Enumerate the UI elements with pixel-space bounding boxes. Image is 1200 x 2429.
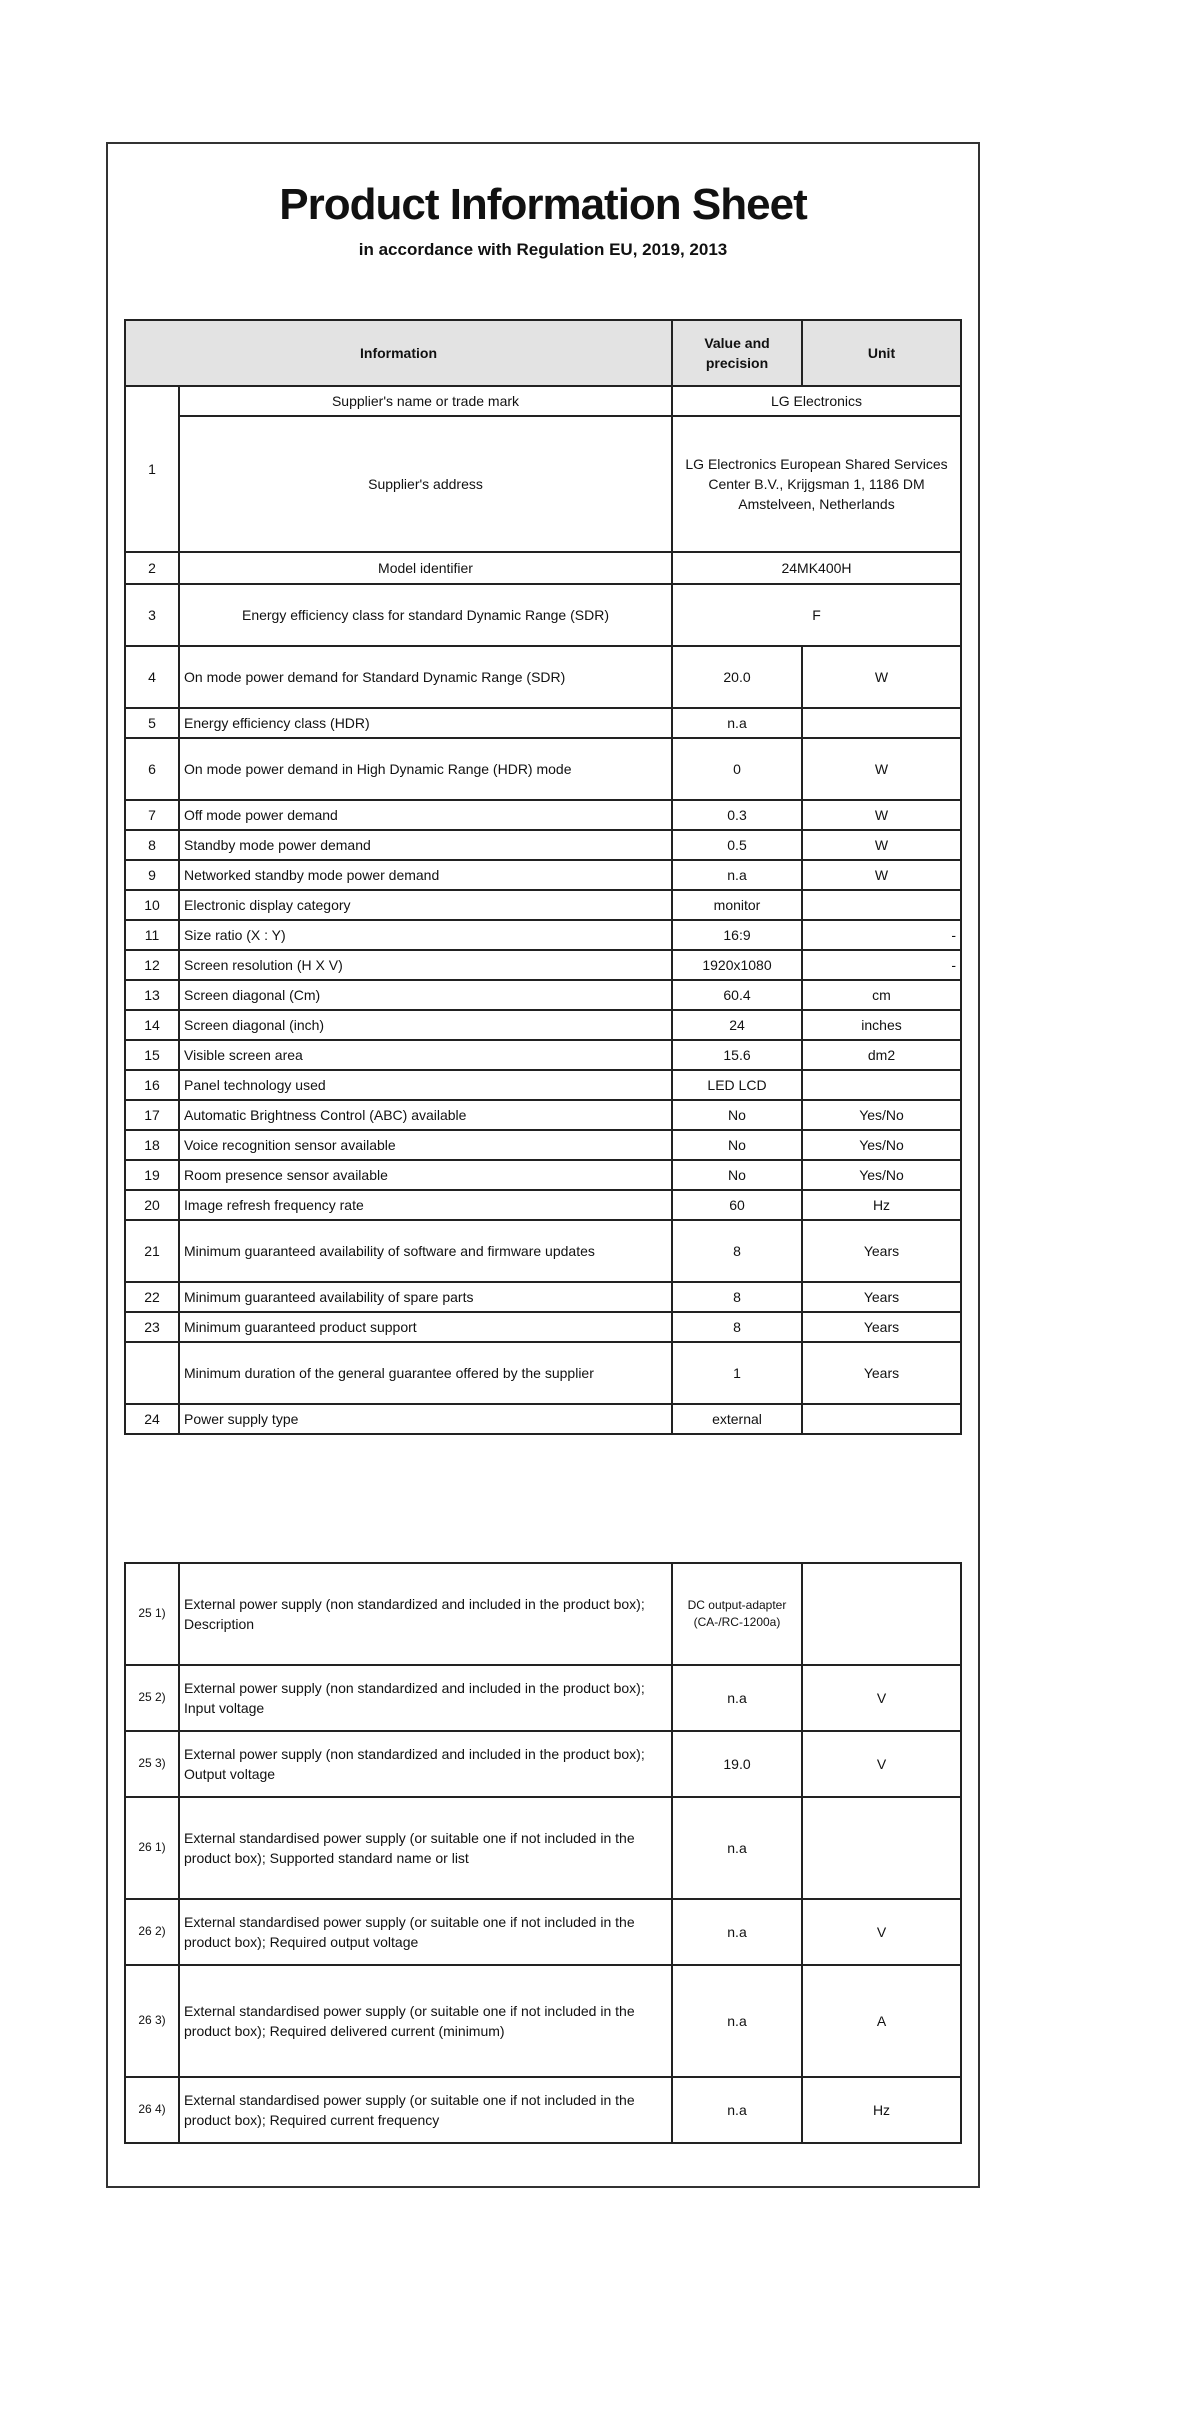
row-number: 15 xyxy=(125,1040,179,1070)
table-row xyxy=(125,386,961,416)
row-value: No xyxy=(672,1130,802,1160)
row-label: Panel technology used xyxy=(179,1070,672,1100)
row-label: Minimum duration of the general guarantee offered by the supplier xyxy=(179,1342,672,1404)
row-value: LED LCD xyxy=(672,1070,802,1100)
row-value: 0.5 xyxy=(672,830,802,860)
row-unit xyxy=(802,1070,961,1100)
row-label: Networked standby mode power demand xyxy=(179,860,672,890)
row-label: Minimum guaranteed availability of software and firmware updates xyxy=(179,1220,672,1282)
row-unit: - xyxy=(802,950,961,980)
row-number: 25 3) xyxy=(125,1731,179,1797)
row-unit: Hz xyxy=(802,1190,961,1220)
row-number: 13 xyxy=(125,980,179,1010)
row-value: 0 xyxy=(672,738,802,800)
row-label: Power supply type xyxy=(179,1404,672,1434)
row-number: 26 4) xyxy=(125,2077,179,2143)
row-unit: W xyxy=(802,738,961,800)
row-number: 23 xyxy=(125,1312,179,1342)
row-label: On mode power demand for Standard Dynamic Range (SDR) xyxy=(179,646,672,708)
row-number: 2 xyxy=(125,552,179,584)
row-value: n.a xyxy=(672,860,802,890)
table-row xyxy=(125,1282,961,1312)
information-table xyxy=(124,319,962,1435)
row-label: Visible screen area xyxy=(179,1040,672,1070)
header-value: Value and precision xyxy=(672,320,802,386)
row-value: 1920x1080 xyxy=(672,950,802,980)
row-label: Image refresh frequency rate xyxy=(179,1190,672,1220)
row-value: 24MK400H xyxy=(672,552,961,584)
row-unit: Years xyxy=(802,1312,961,1342)
row-label: Off mode power demand xyxy=(179,800,672,830)
row-number: 21 xyxy=(125,1220,179,1282)
row-value: 8 xyxy=(672,1312,802,1342)
row-number xyxy=(125,1342,179,1404)
row-value: DC output-adapter (CA-/RC-1200a) xyxy=(672,1563,802,1665)
row-value: No xyxy=(672,1100,802,1130)
row-label: Automatic Brightness Control (ABC) available xyxy=(179,1100,672,1130)
table-row xyxy=(125,1965,961,2077)
row-label: Supplier's address xyxy=(179,416,672,552)
row-label: External power supply (non standardized and included in the product box); Output voltage xyxy=(179,1731,672,1797)
table-row xyxy=(125,800,961,830)
row-unit: Yes/No xyxy=(802,1160,961,1190)
row-number: 22 xyxy=(125,1282,179,1312)
row-value: 16:9 xyxy=(672,920,802,950)
row-number: 25 2) xyxy=(125,1665,179,1731)
row-number: 19 xyxy=(125,1160,179,1190)
row-label: External power supply (non standardized and included in the product box); Description xyxy=(179,1563,672,1665)
header-information: Information xyxy=(125,320,672,386)
table-row xyxy=(125,708,961,738)
row-label: Model identifier xyxy=(179,552,672,584)
row-unit xyxy=(802,708,961,738)
table-row xyxy=(125,1665,961,1731)
row-number: 9 xyxy=(125,860,179,890)
row-value: n.a xyxy=(672,708,802,738)
row-unit: V xyxy=(802,1665,961,1731)
table-row xyxy=(125,1220,961,1282)
row-unit: Yes/No xyxy=(802,1130,961,1160)
row-value: 20.0 xyxy=(672,646,802,708)
row-value: 1 xyxy=(672,1342,802,1404)
table-row xyxy=(125,1899,961,1965)
row-value: 15.6 xyxy=(672,1040,802,1070)
table-row xyxy=(125,738,961,800)
row-number: 12 xyxy=(125,950,179,980)
row-value: No xyxy=(672,1160,802,1190)
row-number: 26 2) xyxy=(125,1899,179,1965)
header-unit: Unit xyxy=(802,320,961,386)
row-label: Supplier's name or trade mark xyxy=(179,386,672,416)
row-label: Size ratio (X : Y) xyxy=(179,920,672,950)
row-label: External power supply (non standardized and included in the product box); Input voltage xyxy=(179,1665,672,1731)
row-label: Energy efficiency class for standard Dynamic Range (SDR) xyxy=(179,584,672,646)
row-number: 20 xyxy=(125,1190,179,1220)
table-row xyxy=(125,584,961,646)
table-row xyxy=(125,552,961,584)
page-title: Product Information Sheet xyxy=(279,180,807,229)
row-label: Standby mode power demand xyxy=(179,830,672,860)
row-number: 26 3) xyxy=(125,1965,179,2077)
row-label: Room presence sensor available xyxy=(179,1160,672,1190)
table-row xyxy=(125,1404,961,1434)
row-value: n.a xyxy=(672,1797,802,1899)
table-row xyxy=(125,860,961,890)
table-row xyxy=(125,1040,961,1070)
row-number: 14 xyxy=(125,1010,179,1040)
row-label: On mode power demand in High Dynamic Range (HDR) mode xyxy=(179,738,672,800)
row-unit: Years xyxy=(802,1342,961,1404)
row-unit: dm2 xyxy=(802,1040,961,1070)
table-row xyxy=(125,2077,961,2143)
table-row xyxy=(125,646,961,708)
row-unit: Years xyxy=(802,1220,961,1282)
row-value: n.a xyxy=(672,1899,802,1965)
row-number: 4 xyxy=(125,646,179,708)
table-row xyxy=(125,1563,961,1665)
row-unit: Yes/No xyxy=(802,1100,961,1130)
row-value: LG Electronics xyxy=(672,386,961,416)
row-value: LG Electronics European Shared Services Center B.V., Krijgsman 1, 1186 DM Amstelveen, Netherlands xyxy=(672,416,961,552)
row-unit xyxy=(802,890,961,920)
row-unit xyxy=(802,1797,961,1899)
row-value: 60.4 xyxy=(672,980,802,1010)
row-unit: Years xyxy=(802,1282,961,1312)
row-number: 8 xyxy=(125,830,179,860)
row-number: 17 xyxy=(125,1100,179,1130)
table-row xyxy=(125,950,961,980)
table-header-row xyxy=(125,320,961,386)
row-number: 7 xyxy=(125,800,179,830)
row-value: monitor xyxy=(672,890,802,920)
row-number: 3 xyxy=(125,584,179,646)
row-value: 19.0 xyxy=(672,1731,802,1797)
row-value: external xyxy=(672,1404,802,1434)
row-unit: inches xyxy=(802,1010,961,1040)
table-row xyxy=(125,1190,961,1220)
row-unit: cm xyxy=(802,980,961,1010)
row-number: 26 1) xyxy=(125,1797,179,1899)
row-label: Minimum guaranteed product support xyxy=(179,1312,672,1342)
row-unit: W xyxy=(802,646,961,708)
row-number: 6 xyxy=(125,738,179,800)
table-row xyxy=(125,890,961,920)
table-row xyxy=(125,416,961,552)
table-row xyxy=(125,1070,961,1100)
row-value: 60 xyxy=(672,1190,802,1220)
table-row xyxy=(125,1010,961,1040)
row-label: Screen resolution (H X V) xyxy=(179,950,672,980)
table-row xyxy=(125,920,961,950)
table-row xyxy=(125,1160,961,1190)
table-row xyxy=(125,1342,961,1404)
row-value: n.a xyxy=(672,1965,802,2077)
table-row xyxy=(125,1130,961,1160)
row-number: 5 xyxy=(125,708,179,738)
row-number: 24 xyxy=(125,1404,179,1434)
row-label: Energy efficiency class (HDR) xyxy=(179,708,672,738)
row-unit: - xyxy=(802,920,961,950)
row-value: 8 xyxy=(672,1220,802,1282)
row-unit: V xyxy=(802,1899,961,1965)
row-value: n.a xyxy=(672,1665,802,1731)
row-number: 16 xyxy=(125,1070,179,1100)
row-label: Screen diagonal (inch) xyxy=(179,1010,672,1040)
row-number: 10 xyxy=(125,890,179,920)
row-value: 24 xyxy=(672,1010,802,1040)
table-row xyxy=(125,1312,961,1342)
row-label: External standardised power supply (or suitable one if not included in the product box); Supported standard name or list xyxy=(179,1797,672,1899)
row-label: External standardised power supply (or suitable one if not included in the product box); Required current frequency xyxy=(179,2077,672,2143)
power-supply-table xyxy=(124,1562,962,2144)
row-unit: W xyxy=(802,860,961,890)
row-unit: Hz xyxy=(802,2077,961,2143)
table-row xyxy=(125,830,961,860)
row-number: 25 1) xyxy=(125,1563,179,1665)
table-row xyxy=(125,1797,961,1899)
row-label: Minimum guaranteed availability of spare parts xyxy=(179,1282,672,1312)
row-unit: W xyxy=(802,800,961,830)
row-unit xyxy=(802,1404,961,1434)
row-unit: W xyxy=(802,830,961,860)
row-unit: V xyxy=(802,1731,961,1797)
row-unit: A xyxy=(802,1965,961,2077)
page-subtitle: in accordance with Regulation EU, 2019, 2013 xyxy=(358,240,728,259)
table-row xyxy=(125,980,961,1010)
row-number: 1 xyxy=(125,386,179,552)
row-unit xyxy=(802,1563,961,1665)
row-value: 8 xyxy=(672,1282,802,1312)
row-number: 11 xyxy=(125,920,179,950)
row-label: External standardised power supply (or suitable one if not included in the product box); Required output voltage xyxy=(179,1899,672,1965)
row-value: F xyxy=(672,584,961,646)
table-row xyxy=(125,1100,961,1130)
row-label: Electronic display category xyxy=(179,890,672,920)
row-label: External standardised power supply (or suitable one if not included in the product box); Required delivered current (minimum) xyxy=(179,1965,672,2077)
table-row xyxy=(125,1731,961,1797)
row-number: 18 xyxy=(125,1130,179,1160)
row-label: Screen diagonal (Cm) xyxy=(179,980,672,1010)
row-value: n.a xyxy=(672,2077,802,2143)
row-label: Voice recognition sensor available xyxy=(179,1130,672,1160)
row-value: 0.3 xyxy=(672,800,802,830)
